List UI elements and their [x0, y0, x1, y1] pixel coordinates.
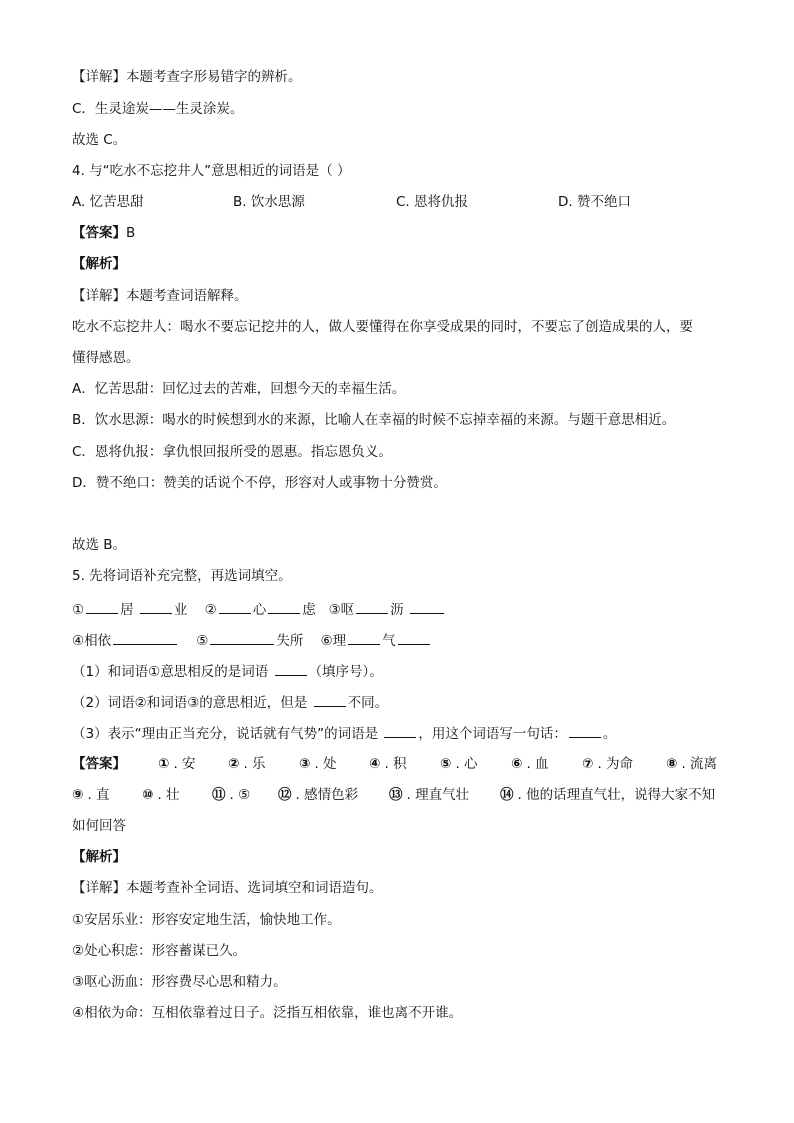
q4-d-line: D．赞不绝口：赞美的话说个不停，形容对人或事物十分赞赏。: [72, 475, 447, 491]
answer-text: . 心: [455, 756, 478, 772]
answer-value: B: [126, 225, 136, 241]
answer-item: [212, 786, 250, 804]
blank[interactable]: [140, 599, 172, 614]
blank[interactable]: [113, 630, 177, 645]
sub-text: 不同。: [347, 695, 389, 711]
blank[interactable]: [219, 599, 251, 614]
answer-text: . 积: [384, 756, 407, 772]
blank[interactable]: [268, 599, 300, 614]
q4-answer: [72, 224, 135, 242]
answer-item: [228, 755, 266, 773]
q5-explain-2: ②处心积虑：形容蓄谋已久。: [72, 943, 247, 959]
answer-text: . 他的话理直气壮，说得大家不知: [517, 787, 716, 803]
fill-label: ④相依: [72, 633, 112, 649]
fill-label: 失所: [276, 633, 304, 649]
q4-option-d: D. 赞不绝口: [558, 194, 631, 210]
blank[interactable]: [314, 692, 346, 707]
answer-number: ①: [158, 756, 170, 772]
q5-explain-1: ①安居乐业：形容安定地生活，愉快地工作。: [72, 912, 341, 928]
q4-b-line: B．饮水思源：喝水的时候想到水的来源，比喻人在幸福的时候不忘掉幸福的来源。与题干意思相近。: [72, 412, 676, 428]
answer-item: [72, 786, 110, 804]
q5-explain-3: ③呕心沥血：形容费尽心思和精力。: [72, 974, 287, 990]
sub-text: ，用这个词语写一句话：: [418, 726, 567, 742]
answer-text: . 安: [173, 756, 196, 772]
answer-item: [278, 786, 358, 804]
q4-detail: 【详解】本题考查词语解释。: [72, 288, 248, 304]
answer-item: [582, 755, 633, 773]
q5-fill-row-2: [72, 630, 432, 650]
q4-option-a: A. 忆苦思甜: [72, 194, 144, 210]
q4-explain-2: 懂得感恩。: [72, 350, 140, 366]
answer-number: ⑫: [278, 787, 292, 803]
blank[interactable]: [569, 723, 601, 738]
blank[interactable]: [410, 599, 444, 614]
q4-question: 4. 与“吃水不忘挖井人”意思相近的词语是（ ）: [72, 163, 351, 179]
answer-text: . 感情色彩: [295, 787, 359, 803]
answer-item: [142, 786, 180, 804]
q5-answer-tag: 【答案】: [72, 756, 126, 772]
q4-choose: 故选 B。: [72, 537, 127, 553]
answer-text: . 处: [314, 756, 337, 772]
blank[interactable]: [210, 630, 274, 645]
answer-number: ⑧: [666, 756, 678, 772]
answer-item: [158, 755, 196, 773]
answer-item: [500, 786, 715, 804]
fill-label: ③呕: [328, 602, 355, 618]
fill-label: ②: [204, 602, 217, 618]
q4-a-line: A．忆苦思甜：回忆过去的苦难，回想今天的幸福生活。: [72, 381, 406, 397]
option-c-correction: C．生灵途炭——生灵涂炭。: [72, 101, 244, 117]
sub-text: （2）词语②和词语③的意思相近，但是: [72, 695, 308, 711]
fill-label: 心: [252, 602, 267, 618]
fill-label: ⑥理: [320, 633, 347, 649]
sub-text: （填序号）。: [308, 664, 383, 680]
answer-text: . ⑤: [229, 787, 251, 803]
fill-label: 气: [382, 633, 396, 649]
blank[interactable]: [384, 723, 416, 738]
fill-label: ①: [72, 602, 85, 618]
choose-line: 故选 C。: [72, 132, 127, 148]
sub-text: （1）和词语①意思相反的是词语: [72, 664, 269, 680]
answer-number: ⑭: [500, 787, 514, 803]
q4-option-b: B. 饮水思源: [233, 194, 305, 210]
fill-label: 居: [120, 602, 134, 618]
answer-item: [369, 755, 407, 773]
fill-label: ⑤: [196, 633, 209, 649]
answer-item: [666, 755, 717, 773]
sub-text: 。: [602, 726, 617, 742]
answer-text: . 流离: [681, 756, 718, 772]
answer-number: ③: [299, 756, 311, 772]
q5-sub-2: [72, 692, 388, 712]
answer-number: ⑤: [440, 756, 452, 772]
q5-detail: 【详解】本题考查补全词语、选词填空和词语造句。: [72, 880, 383, 896]
answer-tag: 【答案】: [72, 225, 126, 241]
answer-number: ⑩: [142, 787, 154, 803]
q5-sub-1: [72, 661, 383, 681]
answer-number: ⑨: [72, 787, 84, 803]
q5-explain-4: ④相依为命：互相依靠着过日子。泛指互相依靠，谁也离不开谁。: [72, 1005, 463, 1021]
q4-analysis-tag: 【解析】: [72, 256, 126, 272]
answer-number: ⑥: [511, 756, 523, 772]
answer-number: ⑬: [389, 787, 403, 803]
answer-item: [299, 755, 337, 773]
detail-line: 【详解】本题考查字形易错字的辨析。: [72, 69, 302, 85]
answer-text: . 为命: [597, 756, 634, 772]
answer-item: [440, 755, 478, 773]
q5-sub-3: [72, 723, 616, 743]
answer-text: . 血: [526, 756, 549, 772]
answer-item: [511, 755, 549, 773]
q4-option-c: C. 恩将仇报: [396, 194, 469, 210]
q4-c-line: C．恩将仇报：拿仇恨回报所受的恩惠。指忘恩负义。: [72, 444, 392, 460]
fill-label: 虑: [302, 602, 316, 618]
sub-text: （3）表示“理由正当充分，说话就有气势”的词语是: [72, 726, 379, 742]
answer-text: . 乐: [243, 756, 266, 772]
answer-number: ②: [228, 756, 240, 772]
answer-number: ⑪: [212, 787, 226, 803]
answer-text: . 理直气壮: [406, 787, 470, 803]
q5-question: 5. 先将词语补充完整，再选词填空。: [72, 568, 292, 584]
fill-label: 业: [173, 602, 188, 618]
q5-fill-row-1: [72, 599, 446, 619]
answer-text: . 直: [87, 787, 110, 803]
blank[interactable]: [356, 599, 388, 614]
blank[interactable]: [86, 599, 118, 614]
q5-analysis-tag: 【解析】: [72, 849, 126, 865]
q4-explain-1: 吃水不忘挖井人：喝水不要忘记挖井的人，做人要懂得在你享受成果的同时，不要忘了创造成果的人，要: [72, 319, 693, 335]
answer-number: ④: [369, 756, 381, 772]
answer-item: [389, 786, 469, 804]
blank[interactable]: [348, 630, 380, 645]
answer-continuation: 如何回答: [72, 818, 126, 834]
blank[interactable]: [398, 630, 430, 645]
fill-label: 沥: [390, 602, 404, 618]
blank[interactable]: [275, 661, 307, 676]
answer-text: . 壮: [157, 787, 180, 803]
answer-number: ⑦: [582, 756, 594, 772]
